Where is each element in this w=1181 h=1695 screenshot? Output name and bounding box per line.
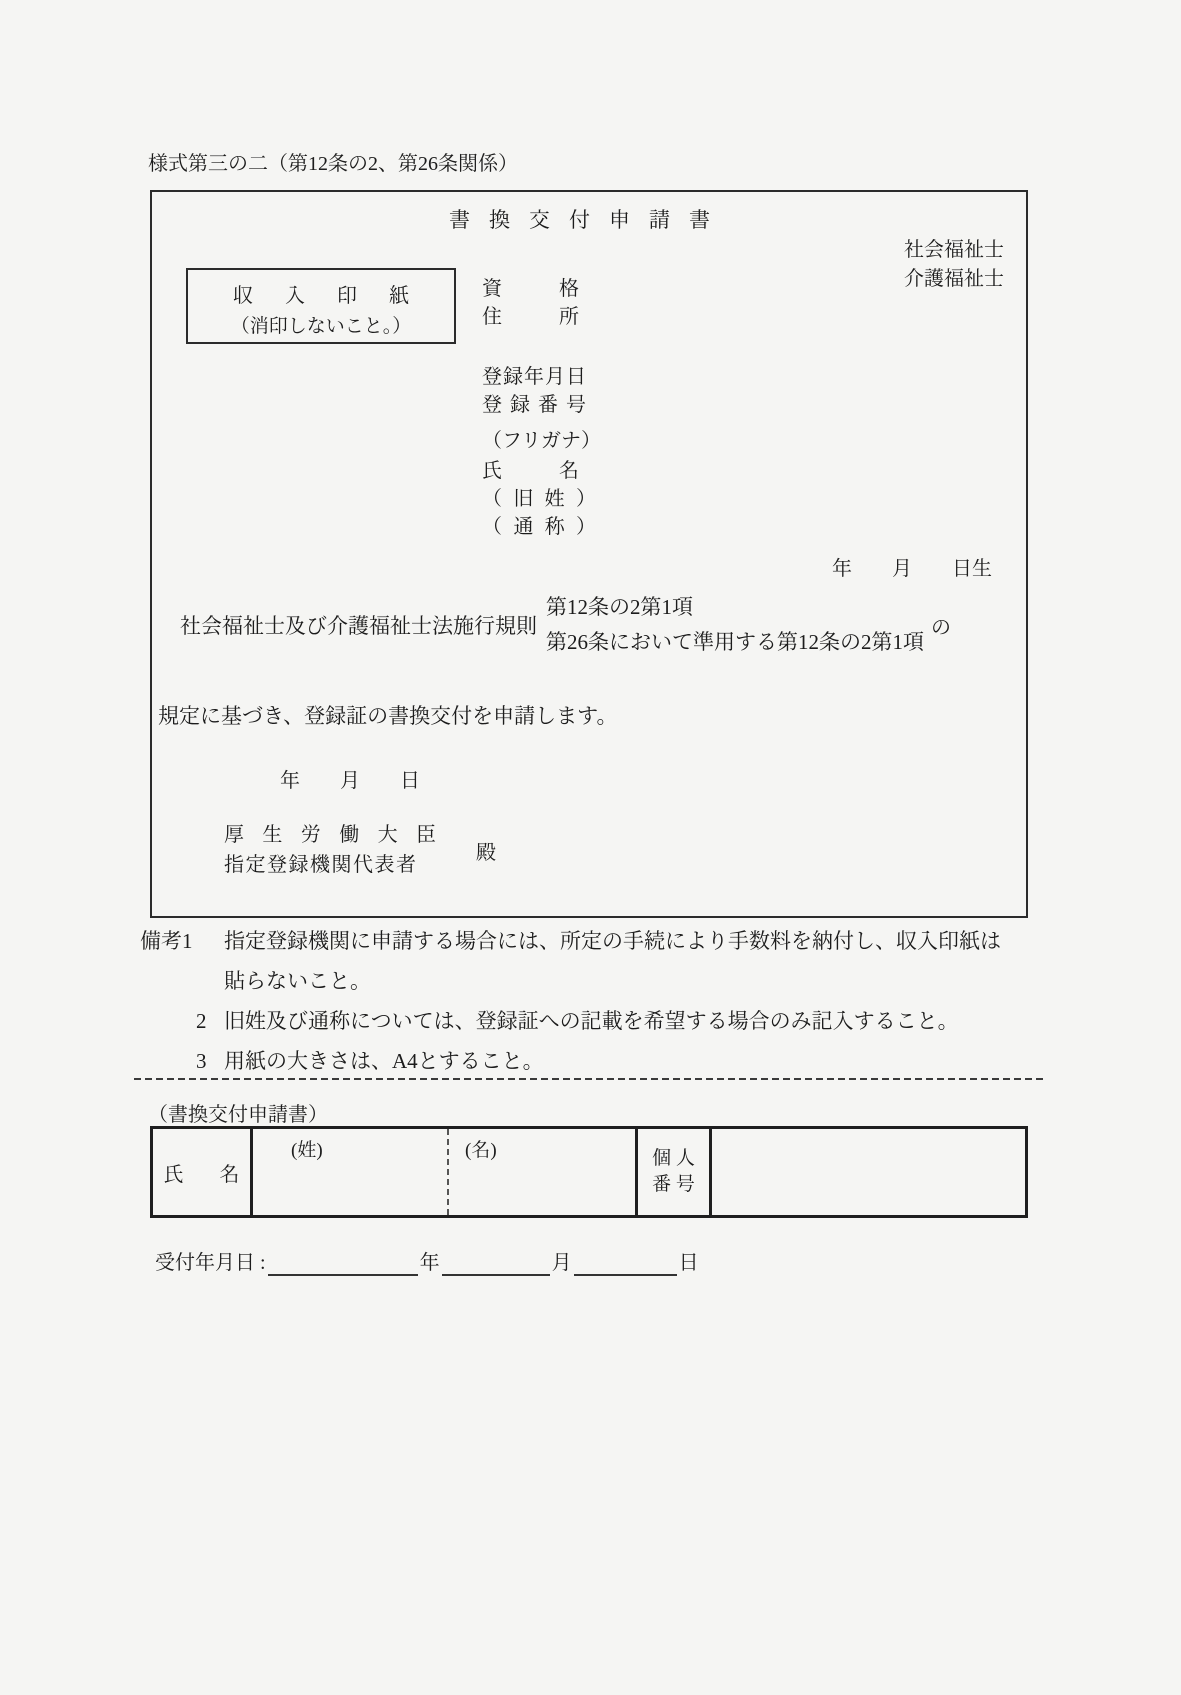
- qualification-option-social-worker: 社会福祉士: [904, 239, 1004, 261]
- qualification-option-care-worker: 介護福祉士: [904, 268, 1004, 290]
- detachable-section-heading: （書換交付申請書）: [148, 1104, 328, 1126]
- birth-date-line: 年 月 日生: [832, 558, 992, 580]
- note-1-line-2: 貼らないこと。: [224, 969, 371, 993]
- form-code-label: 様式第三の二（第12条の2、第26条関係）: [148, 153, 518, 175]
- field-label-registration-date: 登録年月日: [482, 366, 587, 388]
- name-input-cell: [253, 1129, 638, 1215]
- reception-date-label: 受付年月日 :: [155, 1252, 266, 1274]
- legal-clause-1: 第12条の2第1項: [546, 595, 693, 619]
- name-label: 氏名: [163, 1163, 240, 1186]
- reception-day-underline: [574, 1252, 677, 1276]
- field-label-registration-number: 登録番号: [482, 394, 586, 416]
- qualification-options: [904, 236, 1004, 294]
- legal-basis-clauses: [546, 590, 924, 660]
- personal-number-input-cell: [712, 1129, 1025, 1215]
- field-label-former-name: （旧姓）: [482, 488, 596, 510]
- field-label-qualification: 資格: [482, 278, 579, 300]
- name-table: [150, 1126, 1028, 1218]
- surname-label: (姓): [291, 1140, 323, 1161]
- personal-number-label-cell: [638, 1129, 712, 1215]
- reception-unit-year: 年: [419, 1252, 440, 1274]
- note-2-marker: 2: [196, 1009, 207, 1033]
- note-3-line-1: 用紙の大きさは、A4とすること。: [224, 1049, 544, 1073]
- given-name-label: (名): [465, 1140, 497, 1161]
- note-2-line-1: 旧姓及び通称については、登録証への記載を希望する場合のみ記入すること。: [224, 1009, 959, 1033]
- personal-number-label-line-2: 番 号: [652, 1174, 695, 1195]
- application-form-box: [150, 190, 1028, 918]
- name-label-cell: [153, 1129, 253, 1215]
- legal-basis-block: [180, 590, 951, 660]
- field-label-address: 住所: [482, 306, 579, 328]
- note-1-marker: 備考1: [140, 929, 193, 953]
- revenue-stamp-box: [186, 268, 456, 344]
- reception-date-line: [155, 1250, 699, 1276]
- legal-basis-suffix: の: [931, 616, 951, 639]
- dashed-separator: [134, 1078, 1046, 1080]
- personal-number-label-line-1: 個 人: [652, 1148, 695, 1169]
- reception-unit-month: 月: [551, 1252, 572, 1274]
- addressee-minister: 厚生労働大臣: [224, 824, 436, 846]
- surname-givenname-divider: [447, 1129, 449, 1215]
- addressee-lines: [224, 820, 436, 880]
- note-3-marker: 3: [196, 1049, 207, 1073]
- note-1-line-1: 指定登録機関に申請する場合には、所定の手続により手数料を納付し、収入印紙は: [224, 929, 1001, 953]
- addressee-block: [224, 820, 496, 880]
- field-label-furigana: （フリガナ）: [482, 430, 601, 452]
- legal-basis-prefix: 社会福祉士及び介護福祉士法施行規則: [180, 614, 537, 638]
- reception-unit-day: 日: [678, 1252, 699, 1274]
- reception-year-underline: [268, 1252, 418, 1276]
- legal-clause-2: 第26条において準用する第12条の2第1項: [546, 630, 924, 654]
- reception-month-underline: [442, 1252, 550, 1276]
- honorific-dono: 殿: [476, 841, 496, 864]
- addressee-registrar: 指定登録機関代表者: [224, 854, 418, 876]
- revenue-stamp-label: 収入印紙: [233, 285, 409, 307]
- application-date-line: 年 月 日: [280, 770, 420, 792]
- field-label-alias: （通称）: [482, 516, 596, 538]
- application-statement: 規定に基づき、登録証の書換交付を申請します。: [158, 704, 618, 728]
- revenue-stamp-note: （消印しないこと。）: [230, 316, 412, 337]
- field-label-name: 氏名: [482, 460, 579, 482]
- form-title: 書換交付申請書: [449, 208, 729, 232]
